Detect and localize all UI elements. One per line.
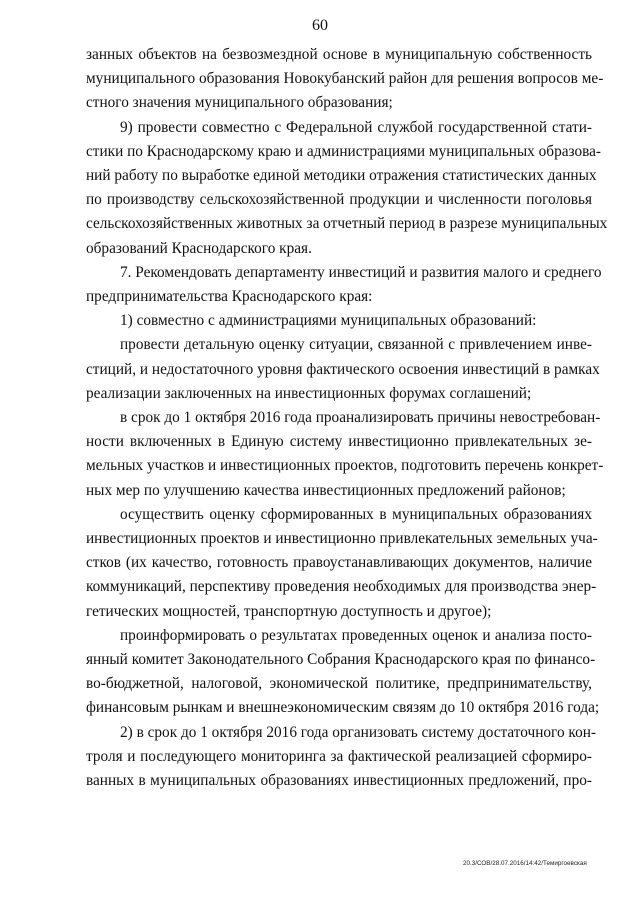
text-line: во-бюджетной, налоговой, экономической политике, предпринимательству, bbox=[86, 675, 592, 693]
text-line: ных мер по улучшению качества инвестиционных предложений районов; bbox=[86, 481, 566, 499]
text-line: осуществить оценку сформированных в муниципальных образованиях bbox=[120, 505, 592, 523]
page-number: 60 bbox=[312, 17, 328, 34]
text-line: ний работу по выработке единой методики отражения статистических данных bbox=[86, 167, 597, 184]
text-line: сельскохозяйственных животных за отчетный период в разрезе муниципальных bbox=[86, 215, 608, 233]
text-line: 2) в срок до 1 октября 2016 года организовать систему достаточного кон- bbox=[120, 723, 596, 741]
text-line: 7. Рекомендовать департаменту инвестиций и развития малого и среднего bbox=[120, 263, 602, 281]
text-line: 1) совместно с администрациями муниципальных образований: bbox=[120, 312, 537, 330]
text-line: проинформировать о результатах проведенных оценок и анализа посто- bbox=[120, 626, 592, 644]
text-line: 9) провести совместно с Федеральной службой государственной стати- bbox=[120, 118, 592, 136]
text-line: провести детальную оценку ситуации, связанной с привлечением инве- bbox=[120, 336, 592, 354]
text-line: троля и последующего мониторинга за фактической реализацией сформиро- bbox=[86, 747, 592, 765]
text-line: стков (их качество, готовность правоустанавливающих документов, наличие bbox=[86, 554, 592, 572]
text-line: по производству сельскохозяйственной продукции и численности поголовья bbox=[86, 191, 592, 209]
text-line: муниципального образования Новокубанский район для решения вопросов ме- bbox=[86, 70, 604, 88]
footer-stamp: 20.3/СОВ/28.07.2016/14:42/Темиргоевская bbox=[463, 860, 587, 867]
text-line: гетических мощностей, транспортную доступность и другое); bbox=[86, 602, 492, 620]
text-line: предпринимательства Краснодарского края: bbox=[86, 288, 373, 305]
text-line: янный комитет Законодательного Собрания Краснодарского края по финансо- bbox=[86, 651, 596, 668]
text-line: занных объектов на безвозмездной основе в муниципальную собственность bbox=[86, 46, 592, 63]
text-line: стиций, и недостаточного уровня фактического освоения инвестиций в рамках bbox=[86, 360, 600, 378]
text-line: стики по Краснодарскому краю и администрациями муниципальных образова- bbox=[86, 142, 602, 160]
text-line: реализации заключенных на инвестиционных форумах соглашений; bbox=[86, 384, 532, 402]
text-line: в срок до 1 октября 2016 года проанализировать причины невостребован- bbox=[120, 409, 601, 426]
text-line: финансовым рынкам и внешнеэкономическим связям до 10 октября 2016 года; bbox=[86, 699, 600, 717]
text-line: мельных участков и инвестиционных проектов, подготовить перечень конкрет- bbox=[86, 457, 604, 475]
text-line: коммуникаций, перспективу проведения необходимых для производства энер- bbox=[86, 578, 597, 596]
text-line: образований Краснодарского края. bbox=[86, 239, 312, 257]
text-line: инвестиционных проектов и инвестиционно привлекательных земельных уча- bbox=[86, 530, 598, 547]
text-line: ности включенных в Единую систему инвестиционно привлекательных зе- bbox=[86, 433, 592, 451]
text-line: ванных в муниципальных образованиях инвестиционных предложений, про- bbox=[86, 772, 592, 789]
text-line: стного значения муниципального образования; bbox=[86, 94, 393, 112]
